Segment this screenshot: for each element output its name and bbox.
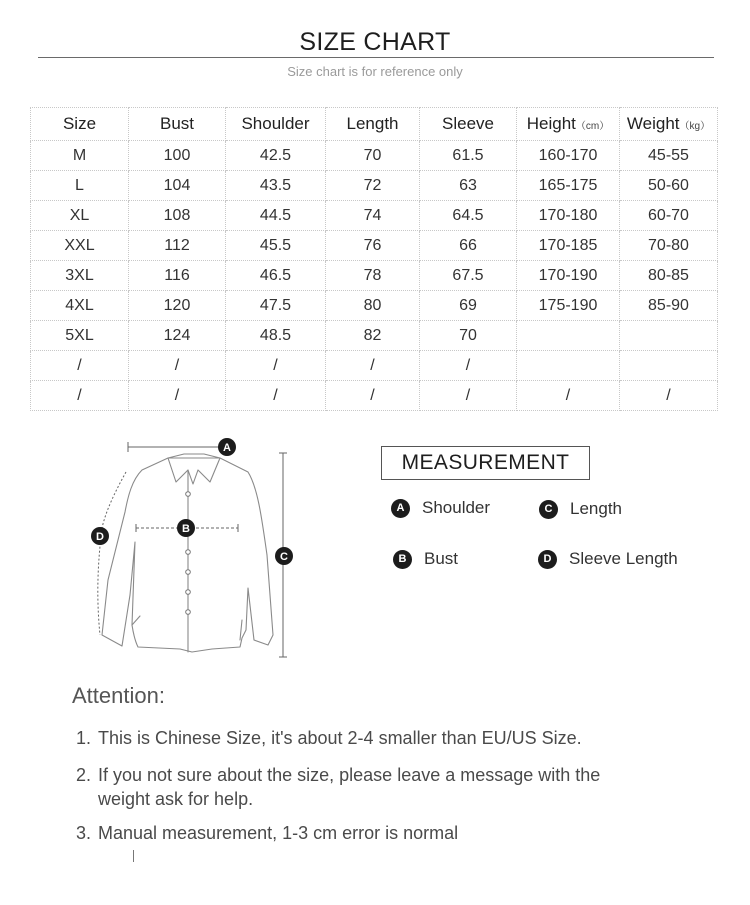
table-cell: 43.5 xyxy=(226,171,326,201)
marker-b-icon: B xyxy=(393,550,412,569)
table-cell: 47.5 xyxy=(226,291,326,321)
table-cell: 48.5 xyxy=(226,321,326,351)
legend-bust xyxy=(393,549,458,569)
table-cell: M xyxy=(31,141,129,171)
table-row xyxy=(31,141,718,171)
table-row xyxy=(31,261,718,291)
table-cell: / xyxy=(31,351,129,381)
table-cell: 104 xyxy=(129,171,226,201)
table-cell: XL xyxy=(31,201,129,231)
sleeve-measure-line xyxy=(98,472,126,635)
svg-text:D: D xyxy=(96,531,104,543)
table-cell: 80 xyxy=(326,291,420,321)
shirt-button xyxy=(186,610,191,615)
note-item xyxy=(76,726,582,750)
table-cell: 116 xyxy=(129,261,226,291)
note-number: 3. xyxy=(76,823,92,843)
table-cell: 160-170 xyxy=(517,141,620,171)
note-text: This is Chinese Size, it's about 2-4 smaller than EU/US Size. xyxy=(98,728,582,748)
shirt-button xyxy=(186,550,191,555)
table-cell xyxy=(517,321,620,351)
left-seam-line xyxy=(132,616,242,640)
table-cell: 60-70 xyxy=(620,201,718,231)
table-row xyxy=(31,201,718,231)
note-item xyxy=(76,821,458,845)
table-cell: 44.5 xyxy=(226,201,326,231)
table-cell: / xyxy=(226,351,326,381)
table-cell: 61.5 xyxy=(420,141,517,171)
table-cell: 170-185 xyxy=(517,231,620,261)
legend-label: Sleeve Length xyxy=(569,549,678,568)
divider-tick xyxy=(133,850,134,862)
column-header-height: Height（cm） xyxy=(517,108,620,141)
marker-a-icon: A xyxy=(391,499,410,518)
table-cell: 4XL xyxy=(31,291,129,321)
shirt-button xyxy=(186,570,191,575)
table-row xyxy=(31,291,718,321)
table-header-row xyxy=(31,108,718,141)
note-number: 2. xyxy=(76,765,92,785)
table-row xyxy=(31,321,718,351)
table-cell: 108 xyxy=(129,201,226,231)
table-cell: 67.5 xyxy=(420,261,517,291)
shirt-diagram xyxy=(80,430,320,670)
table-cell: 63 xyxy=(420,171,517,201)
legend-shoulder xyxy=(391,498,490,518)
column-header-size: Size xyxy=(31,108,129,141)
table-cell: 170-180 xyxy=(517,201,620,231)
column-header-bust: Bust xyxy=(129,108,226,141)
table-cell: / xyxy=(326,381,420,411)
table-cell: 69 xyxy=(420,291,517,321)
page-subtitle: Size chart is for reference only xyxy=(287,64,463,79)
table-cell: 76 xyxy=(326,231,420,261)
table-cell: / xyxy=(517,381,620,411)
shirt-button xyxy=(186,492,191,497)
table-cell: 66 xyxy=(420,231,517,261)
table-cell: / xyxy=(129,381,226,411)
table-cell: 78 xyxy=(326,261,420,291)
legend-label: Shoulder xyxy=(422,498,491,517)
svg-text:A: A xyxy=(223,442,231,454)
table-cell: / xyxy=(31,381,129,411)
column-header-length: Length xyxy=(326,108,420,141)
table-cell: / xyxy=(620,381,718,411)
table-cell: 165-175 xyxy=(517,171,620,201)
size-table xyxy=(30,107,718,411)
table-cell: 80-85 xyxy=(620,261,718,291)
column-header-weight: Weight（kg） xyxy=(620,108,718,141)
table-cell: 170-190 xyxy=(517,261,620,291)
table-cell: 45.5 xyxy=(226,231,326,261)
note-number: 1. xyxy=(76,728,92,748)
diagram-markers xyxy=(91,438,293,565)
column-header-shoulder: Shoulder xyxy=(226,108,326,141)
table-cell: 82 xyxy=(326,321,420,351)
table-cell: / xyxy=(226,381,326,411)
table-row xyxy=(31,171,718,201)
table-cell: 112 xyxy=(129,231,226,261)
table-cell: 45-55 xyxy=(620,141,718,171)
marker-c-icon: C xyxy=(539,500,558,519)
page-title: SIZE CHART xyxy=(299,28,451,56)
table-cell: 70 xyxy=(420,321,517,351)
measurement-title: MEASUREMENT xyxy=(381,446,590,480)
table-row xyxy=(31,381,718,411)
svg-text:B: B xyxy=(182,523,190,535)
table-cell xyxy=(620,351,718,381)
table-cell: / xyxy=(420,351,517,381)
table-cell: 70-80 xyxy=(620,231,718,261)
title-divider xyxy=(38,57,714,58)
table-cell: 70 xyxy=(326,141,420,171)
table-cell: 100 xyxy=(129,141,226,171)
table-row xyxy=(31,231,718,261)
table-cell: / xyxy=(129,351,226,381)
table-cell xyxy=(620,321,718,351)
note-text: If you not sure about the size, please leave a message with the xyxy=(98,765,601,785)
table-row xyxy=(31,351,718,381)
table-cell: / xyxy=(326,351,420,381)
table-cell: 124 xyxy=(129,321,226,351)
svg-text:C: C xyxy=(280,551,288,563)
shirt-button xyxy=(186,590,191,595)
table-cell: 120 xyxy=(129,291,226,321)
table-cell: 175-190 xyxy=(517,291,620,321)
table-cell: 46.5 xyxy=(226,261,326,291)
table-cell: / xyxy=(420,381,517,411)
note-text: Manual measurement, 1-3 cm error is normal xyxy=(98,823,459,843)
table-cell: 64.5 xyxy=(420,201,517,231)
marker-d-icon: D xyxy=(538,550,557,569)
legend-length xyxy=(539,499,622,519)
table-cell: 72 xyxy=(326,171,420,201)
note-item xyxy=(76,763,600,811)
table-cell: 85-90 xyxy=(620,291,718,321)
table-cell: 5XL xyxy=(31,321,129,351)
table-cell: L xyxy=(31,171,129,201)
legend-label: Bust xyxy=(424,549,459,568)
table-cell: 3XL xyxy=(31,261,129,291)
table-cell: 42.5 xyxy=(226,141,326,171)
column-header-sleeve: Sleeve xyxy=(420,108,517,141)
table-cell: XXL xyxy=(31,231,129,261)
legend-label: Length xyxy=(570,499,622,518)
table-cell: 74 xyxy=(326,201,420,231)
note-text: weight ask for help. xyxy=(98,789,254,809)
table-cell xyxy=(517,351,620,381)
table-cell: 50-60 xyxy=(620,171,718,201)
attention-heading: Attention: xyxy=(72,683,165,708)
legend-sleeve-length xyxy=(538,549,678,569)
